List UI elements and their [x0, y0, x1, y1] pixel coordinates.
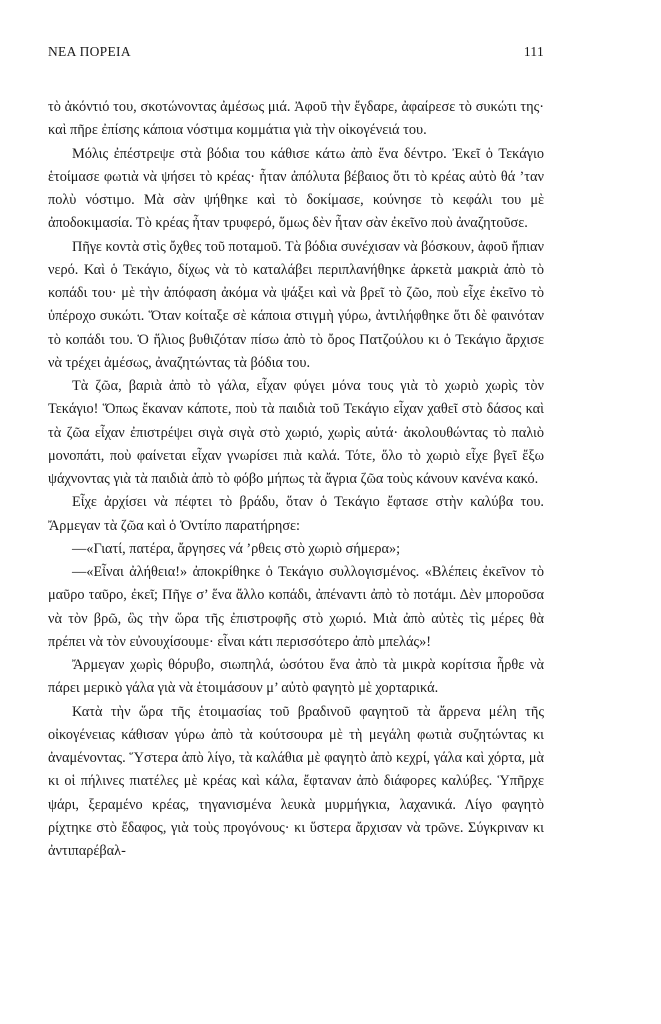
page-number: 111	[523, 44, 544, 59]
paragraph: Εἶχε ἀρχίσει νὰ πέφτει τὸ βράδυ, ὅταν ὁ Τεκάγιο ἔφτασε στὴν καλύβα του. Ἄρμεγαν τὰ ζῶα καὶ ὁ Ὀντίπο παρατήρησε:	[48, 494, 544, 534]
running-head	[48, 44, 544, 64]
dialogue-line: —«Εἶναι ἀλήθεια!» ἀποκρίθηκε ὁ Τεκάγιο συλλογισμένος. «Βλέπεις ἐκεῖνον τὸ μαῦρο ταῦρο, ἐκεῖ; Πῆγε σ’ ἕνα ἄλλο κοπάδι, ἀπέναντι ἀπὸ τὸ ποτάμι. Δὲν μποροῦσα νὰ τὸν βρῶ, ὣς τὴν ὥρα τῆς ἐπιστροφῆς στὸ χωριό. Μιὰ ἀπὸ αὐτὲς τὶς μέρες θὰ πρέπει νὰ τὸν εὐνουχίσουμε· εἶναι κάτι περισσότερο ἀπὸ μπελάς»!	[48, 564, 544, 650]
paragraph: Πῆγε κοντὰ στὶς ὄχθες τοῦ ποταμοῦ. Τὰ βόδια συνέχισαν νὰ βόσκουν, ἀφοῦ ἤπιαν νερό. Καὶ ὁ Τεκάγιο, δίχως νὰ τὸ καταλάβει περιπλανήθηκε ἀρκετὰ μακριὰ ἀπὸ τὸ κοπάδι του· μὲ τὴν ἀπόφαση ἀκόμα νὰ ψάξει καὶ νὰ βρεῖ τὸ ζῶο, ποὺ εἶχε ἐκεῖνο τὸ ὑπέροχο συκώτι. Ὅταν κοίταξε σὲ κάποια στιγμὴ γύρω, ἀντιλήφθηκε ὅτι δὲ φαινόταν τὸ κοπάδι του. Ὁ ἥλιος βυθιζόταν πίσω ἀπὸ τὸ ὄρος Πατζούλου κι ὁ Τεκάγιο ἄρχισε νὰ τρέχει ἀμέσως, ἀναζητώντας τὰ βόδια του.	[48, 238, 544, 371]
paragraph: Ἄρμεγαν χωρὶς θόρυβο, σιωπηλά, ὡσότου ἕνα ἀπὸ τὰ μικρὰ κορίτσια ἦρθε νὰ πάρει μερικὸ γάλα γιὰ νὰ ἑτοιμάσουν μ’ αὐτὸ φαγητὸ μὲ χορταρικά.	[48, 657, 544, 697]
paragraph: τὸ ἀκόντιό του, σκοτώνοντας ἀμέσως μιά. Ἀφοῦ τὴν ἔγδαρε, ἀφαίρεσε τὸ συκώτι της· καὶ πῆρε ἐπίσης κάποια νόστιμα κομμάτια γιὰ τὴν οἰκογένειά του.	[48, 99, 544, 139]
running-head-title: ΝΕΑ ΠΟΡΕΙΑ	[48, 44, 131, 59]
dialogue-line: —«Γιατί, πατέρα, ἄργησες νά ’ρθεις στὸ χωριὸ σήμερα»;	[72, 540, 401, 557]
paragraph: Κατὰ τὴν ὥρα τῆς ἑτοιμασίας τοῦ βραδινοῦ φαγητοῦ τὰ ἄρρενα μέλη τῆς οἰκογένειας κάθισαν γύρω ἀπὸ τὰ κούτσουρα μὲ τὴ μεγάλη φωτιὰ συζητώντας κι ἀναμένοντας. Ὕστερα ἀπὸ λίγο, τὰ καλάθια μὲ φαγητὸ ἀπὸ κεχρί, γάλα καὶ χόρτα, μὰ κι οἱ πήλινες πιατέλες μὲ κρέας καὶ κάλα, ἔφταναν ἀπὸ διάφορες καλύβες. Ὑπῆρχε ψάρι, ξεραμένο κρέας, τηγανισμένα λευκὰ μυρμήγκια, λαχανικά. Λίγο φαγητὸ ρίχτηκε στὸ ἔδαφος, γιὰ τοὺς προγόνους· κι ὕστερα ἄρχισαν νὰ τρῶνε. Σύγκριναν κι ἀντιπαρέβαλ-	[48, 703, 544, 859]
body-text	[48, 96, 544, 863]
paragraph: Τὰ ζῶα, βαριὰ ἀπὸ τὸ γάλα, εἶχαν φύγει μόνα τους γιὰ τὸ χωριὸ χωρὶς τὸν Τεκάγιο! Ὅπως ἔκαναν κάποτε, ποὺ τὰ παιδιὰ τοῦ Τεκάγιο εἶχαν χαθεῖ στὸ δάσος καὶ τὰ ζῶα εἶχαν ἐπιστρέψει σιγὰ σιγὰ στὸ χωριό, χωρὶς αὐτά· ἀκολουθώντας τὸ παλιὸ μονοπάτι, ποὺ φαίνεται εἶχαν γνωρίσει πιὰ καλά. Τότε, ὅλο τὸ χωριὸ εἶχε βγεῖ ἔξω ψάχνοντας γιὰ τὰ παιδιὰ ἀπὸ τὸ φόβο μήπως τὰ ἄγρια ζῶα τοὺς κάνουν κανένα κακό.	[48, 378, 544, 487]
paragraph: Μόλις ἐπέστρεψε στὰ βόδια του κάθισε κάτω ἀπὸ ἕνα δέντρο. Ἐκεῖ ὁ Τεκάγιο ἑτοίμασε φωτιὰ νὰ ψήσει τὸ κρέας· ἦταν ἀπόλυτα βέβαιος ὅτι τὸ κρέας αὐτὸ θά ’ταν πολὺ νόστιμο. Μὰ σὰν ψήθηκε καὶ τὸ δοκίμασε, κούνησε τὸ κεφάλι του μὲ ἀποδοκιμασία. Τὸ κρέας ἦταν τρυφερό, ὅμως δὲν ἦταν σὰν ἐκεῖνο ποὺ ἀναζητοῦσε.	[48, 145, 544, 232]
